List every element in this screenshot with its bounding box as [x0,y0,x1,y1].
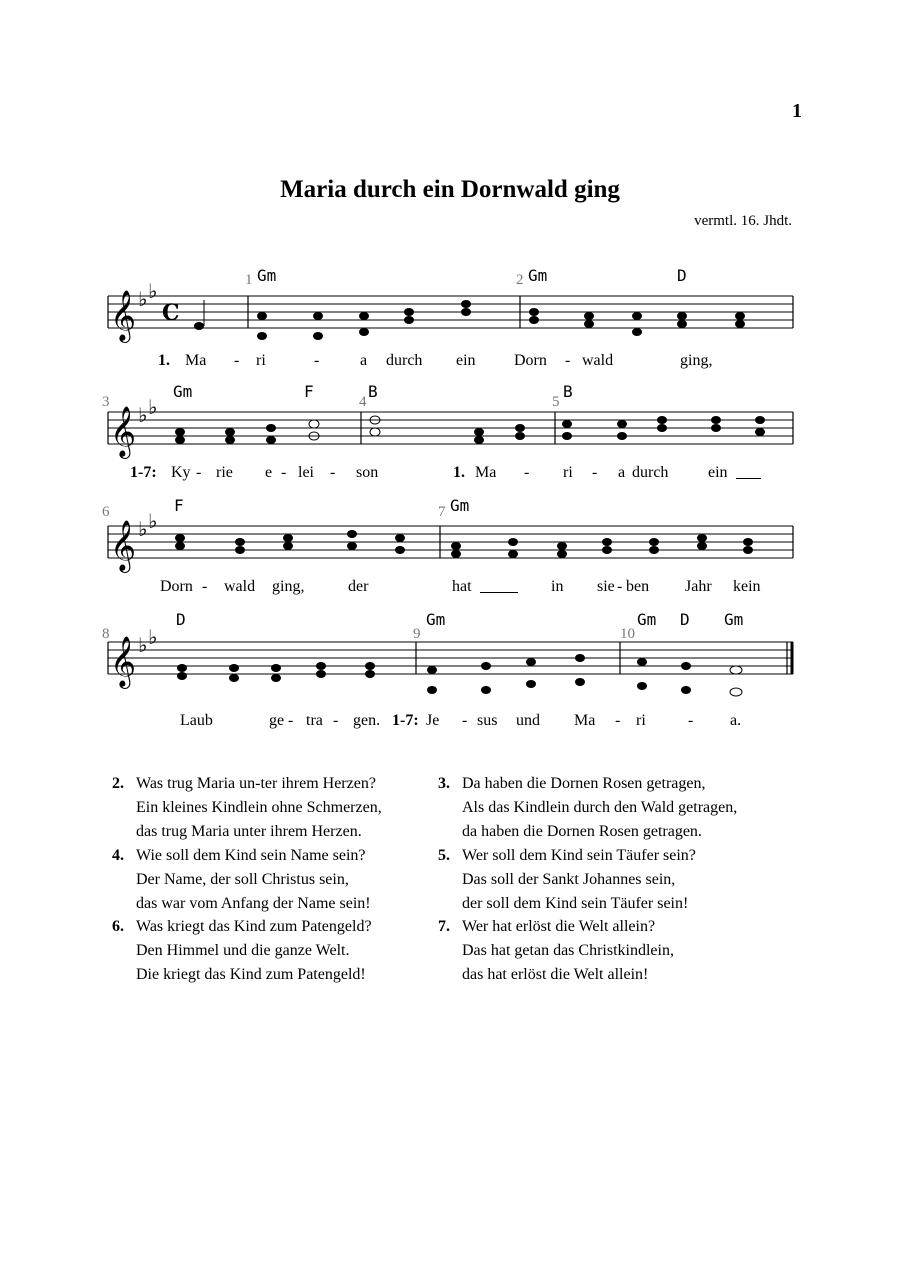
lyric-syllable: - [330,464,336,481]
verse-line: Der Name, der soll Christus sein, [136,871,349,888]
verse-line: der soll dem Kind sein Täufer sein! [462,895,689,912]
lyric-syllable: und [516,712,540,729]
lyric-syllable: - [196,464,202,481]
lyric-syllable: a [360,352,368,369]
lyric-syllable: ben [626,578,650,595]
lyric-syllable: Jahr [685,578,712,595]
svg-text:♭: ♭ [148,395,158,419]
verse-number: 5. [438,847,450,864]
staff-system-4 [108,642,793,674]
lyric-syllable: ein [708,464,728,481]
lyric-syllable: - [592,464,598,481]
lyric-syllable: kein [733,578,761,595]
chord-symbol: Gm [257,266,277,285]
verse-line: Wer hat erlöst die Welt allein? [462,918,656,935]
chord-symbol: Gm [450,496,470,515]
verse-line: Das hat getan das Christkindlein, [462,942,674,959]
measure-number: 7 [438,504,446,520]
lyric-syllable: ri [256,352,266,369]
measure-number: 6 [102,504,110,520]
lyric-syllable: - [615,712,621,729]
lyric-syllable: wald [582,352,614,369]
chord-symbol: D [680,610,690,629]
verse-line: da haben die Dornen Rosen getragen. [462,823,702,840]
verse-line: das trug Maria unter ihrem Herzen. [136,823,362,840]
svg-text:𝄞: 𝄞 [110,636,137,687]
verse-number: 6. [112,918,124,935]
chord-symbol: D [176,610,186,629]
chord-symbol: Gm [426,610,446,629]
lyric-syllable: ge [269,712,285,729]
verse-line: Den Himmel und die ganze Welt. [136,942,350,959]
lyric-syllable: - [202,578,208,595]
lyric-syllable: e [265,464,273,481]
measure-number: 9 [413,626,421,642]
lyric-syllable: - [314,352,320,369]
lyric-verse-number: 1-7: [392,712,419,729]
svg-text:♭: ♭ [148,509,158,533]
lyric-verse-number: 1. [158,352,170,369]
lyric-syllable: durch [386,352,423,369]
lyric-syllable: - [688,712,694,729]
measure-number: 1 [245,272,253,288]
staff-system-1 [108,296,793,328]
verse-line: das hat erlöst die Welt allein! [462,966,649,983]
lyric-syllable: ri [636,712,646,729]
measure-number: 10 [620,626,635,642]
lyric-syllable: Ma [185,352,207,369]
measure-number: 5 [552,394,560,410]
lyric-syllable: - [462,712,468,729]
svg-text:♭: ♭ [138,287,148,311]
lyric-syllable: der [348,578,369,595]
lyric-syllable: Ky [171,464,191,481]
chord-symbol: F [304,382,314,401]
verse-number: 7. [438,918,450,935]
verse-number: 3. [438,775,450,792]
verse-number: 4. [112,847,124,864]
chord-symbol: D [677,266,687,285]
staff-system-2 [108,412,793,444]
svg-text:♭: ♭ [138,517,148,541]
verse-line: Wer soll dem Kind sein Täufer sein? [462,847,696,864]
svg-text:𝄞: 𝄞 [110,520,137,571]
svg-text:♭: ♭ [138,633,148,657]
svg-text:C: C [162,300,180,326]
verse-number: 2. [112,775,124,792]
verse-line: Die kriegt das Kind zum Patengeld! [136,966,366,983]
verse-line: Da haben die Dornen Rosen getragen, [462,775,706,792]
lyric-syllable: Dorn [514,352,547,369]
lyric-syllable: - [617,578,623,595]
verse-line: das war vom Anfang der Name sein! [136,895,371,912]
lyric-syllable: in [551,578,564,595]
lyric-syllable: - [333,712,339,729]
lyric-syllable: Ma [475,464,497,481]
lyric-syllable: tra [306,712,323,729]
chord-symbol: F [174,496,184,515]
lyric-syllable: - [281,464,287,481]
lyric-verse-number: 1. [453,464,465,481]
verse-line: Als das Kindlein durch den Wald getragen, [462,799,738,816]
chord-symbol: Gm [528,266,548,285]
lyric-verse-number: 1-7: [130,464,157,481]
lyric-syllable: Ma [574,712,596,729]
svg-text:♭: ♭ [148,625,158,649]
svg-text:𝄞: 𝄞 [110,406,137,457]
lyric-syllable: ging, [272,578,305,595]
melisma-line [480,592,518,593]
lyric-syllable: wald [224,578,256,595]
lyric-syllable: - [288,712,294,729]
lyric-syllable: durch [632,464,669,481]
verse-line: Das soll der Sankt Johannes sein, [462,871,676,888]
page-number: 1 [792,100,802,122]
lyric-syllable: rie [216,464,233,481]
chord-symbol: Gm [637,610,657,629]
lyric-syllable: sie [597,578,615,595]
svg-text:𝄞: 𝄞 [110,290,137,341]
lyric-syllable: gen. [353,712,381,729]
verse-line: Wie soll dem Kind sein Name sein? [136,847,366,864]
chord-symbol: B [368,382,378,401]
lyric-syllable: Dorn [160,578,193,595]
svg-text:♭: ♭ [148,279,158,303]
lyric-syllable: lei [298,464,314,481]
measure-number: 2 [516,272,524,288]
lyric-syllable: - [524,464,530,481]
song-title: Maria durch ein Dornwald ging [280,176,620,203]
lyric-syllable: - [234,352,240,369]
lyric-syllable: a [618,464,626,481]
lyric-syllable: a. [730,712,742,729]
lyric-syllable: hat [452,578,472,595]
lyric-syllable: son [356,464,379,481]
measure-number: 3 [102,394,110,410]
verse-line: Was kriegt das Kind zum Patengeld? [136,918,372,935]
lyric-syllable: - [565,352,571,369]
lyric-syllable: ging, [680,352,713,369]
verse-line: Was trug Maria un-ter ihrem Herzen? [136,775,376,792]
svg-text:♭: ♭ [138,403,148,427]
measure-number: 8 [102,626,110,642]
lyric-syllable: ein [456,352,476,369]
chord-symbol: Gm [173,382,193,401]
lyric-syllable: ri [563,464,573,481]
melisma-line [736,478,761,479]
song-origin: vermtl. 16. Jhdt. [694,213,792,229]
lyric-syllable: Laub [180,712,213,729]
lyric-syllable: sus [477,712,498,729]
verse-line: Ein kleines Kindlein ohne Schmerzen, [136,799,382,816]
staff-system-3 [108,526,793,558]
chord-symbol: Gm [724,610,744,629]
chord-symbol: B [563,382,573,401]
lyric-syllable: Je [426,712,440,729]
measure-number: 4 [359,394,367,410]
